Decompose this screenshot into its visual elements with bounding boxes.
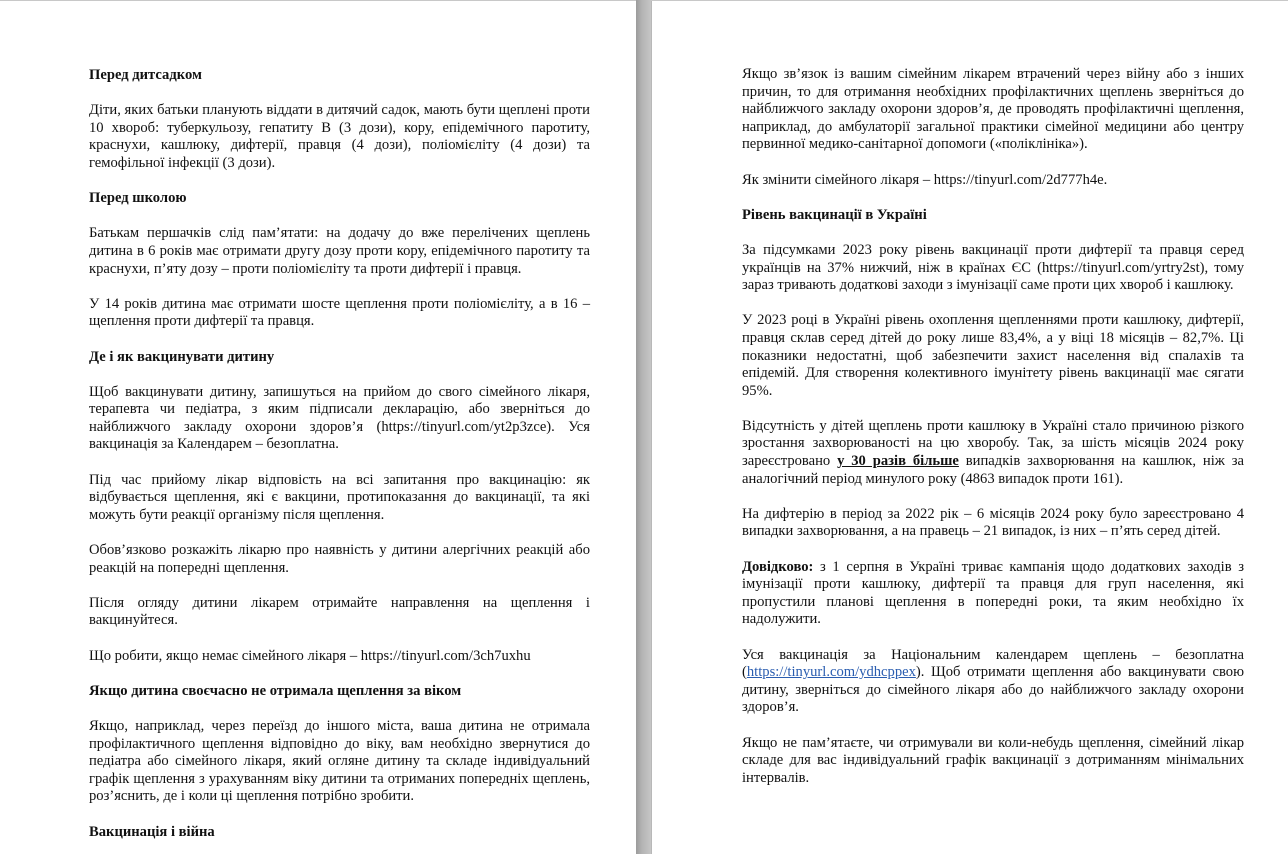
paragraph-free-vaccination [742, 647, 1244, 717]
free-text-end: ). Щоб отримати щеплення або вакцинувати свою дитину, зверніться до сімейного лікаря або до найближчого закладу охорони здоров’я. [742, 664, 1244, 716]
heading-vaccination-and-war: Вакцинація і війна [89, 823, 215, 840]
paragraph-reference [742, 559, 1244, 629]
document-page-right [651, 1, 1288, 854]
paragraph-change-doctor: Як змінити сімейного лікаря – https://tinyurl.com/2d777h4e. [742, 171, 1108, 188]
heading-before-school: Перед школою [89, 190, 187, 207]
page-gap [636, 0, 651, 854]
document-page-left [0, 1, 636, 854]
paragraph-where-2: Під час прийому лікар відповість на всі запитання про вакцинацію: як відбувається щеплення, які є вакцини, протипоказання до вакцинації, та які можуть бути реакції організму після щеплення. [89, 471, 590, 523]
paragraph-late-vaccination: Якщо, наприклад, через переїзд до іншого міста, ваша дитина не отримала профілактичного щеплення відповідно до віку, вам необхідно звернутися до педіатра або сімейного лікаря, який огляне дитину та складе індивідуальний графік щеплення з урахуванням віку дитини та отриманих попередніх щеплень, роз’яснить, де і коли ці щеплення потрібно зробити. [89, 717, 590, 805]
page-left-text-column [89, 67, 590, 854]
level-3-text-start: Відсутність у дітей щеплень проти кашлюку в Україні стало причиною різкого зростання захворюваності на цю хворобу. Так, за шість місяців 2024 року зареєстровано [742, 417, 1244, 470]
level-3-text-end: випадків захворювання на кашлюк, ніж за аналогічний період минулого року (4863 випадок проти 161). [742, 453, 1244, 487]
paragraph-level-3 [742, 418, 1244, 488]
paragraph-where-4: Після огляду дитини лікарем отримайте направлення на щеплення і вакцинуйтеся. [89, 594, 590, 629]
paragraph-where-1: Щоб вакцинувати дитину, запишуться на прийом до свого сімейного лікаря, терапевта чи педіатра, з яким підписали декларацію, або зверніться до найближчого закладу охорони здоров’я (https://tinyurl.com/yt2p3zce). Уся вакцинація за Календарем – безоплатна. [89, 383, 590, 453]
paragraph-school-2: У 14 років дитина має отримати шосте щеплення проти поліомієліту, а в 16 – щеплення проти дифтерії та правця. [89, 295, 590, 330]
paragraph-war-1: Якщо зв’язок із вашим сімейним лікарем втрачений через війну або з інших причин, то для отримання необхідних профілактичних щеплень зверніться до найближчого закладу охорони здоров’я, де проводять профілактичні щеплення, наприклад, до амбулаторії загальної практики сімейної медицини або центру первинної медико-санітарної допомоги («поліклініка»). [742, 66, 1244, 153]
paragraph-level-1: За підсумками 2023 року рівень вакцинації проти дифтерії та правця серед українців на 37% нижчий, ніж в країнах ЄС (https://tinyurl.com/yrtry2st), тому зараз тривають додаткові заходи з імунізації саме проти цих хвороб і кашлюку. [742, 241, 1244, 294]
level-3-emphasis: у 30 разів більше [837, 453, 959, 470]
free-text-start: Уся вакцинація за Національним календарем щеплень – безоплатна ( [742, 646, 1244, 681]
heading-where-to-vaccinate: Де і як вакцинувати дитину [89, 348, 275, 365]
heading-vaccination-level: Рівень вакцинації в Україні [742, 206, 927, 223]
reference-text: з 1 серпня в Україні триває кампанія щодо додаткових заходів з імунізації проти кашлюку, дифтерії та правця для груп населення, які пропустили планові щеплення в попередні роки, та яким необхідно їх надолужити. [742, 558, 1244, 628]
paragraph-no-family-doctor: Що робити, якщо немає сімейного лікаря – https://tinyurl.com/3ch7uxhu [89, 647, 531, 664]
calendar-link[interactable]: https://tinyurl.com/ydhcppex [746, 664, 916, 681]
paragraph-forget: Якщо не пам’ятаєте, чи отримували ви коли-небудь щеплення, сімейний лікар складе для вас індивідуальний графік вакцинації з дотриманням мінімальних інтервалів. [742, 734, 1244, 786]
heading-late-vaccination: Якщо дитина своєчасно не отримала щеплення за віком [89, 682, 462, 699]
reference-label: Довідково: [742, 558, 814, 575]
paragraph-where-3: Обов’язково розкажіть лікарю про наявність у дитини алергічних реакцій або реакцій на попередні щеплення. [89, 542, 590, 576]
heading-before-kindergarten: Перед дитсадком [89, 67, 202, 83]
page-right-text-column [742, 66, 1244, 805]
paragraph-school-1: Батькам першачків слід пам’ятати: на додачу до вже перелічених щеплень дитина в 6 років має отримати другу дозу проти кору, епідемічного паротиту та краснухи, п’яту дозу – проти поліомієліту та проти дифтерії і правця. [89, 225, 590, 277]
paragraph-level-2: У 2023 році в Україні рівень охоплення щепленнями проти кашлюку, дифтерії, правця склав серед дітей до року лише 83,4%, а у віці 18 місяців – 82,7%. Ці показники недостатні, щоб забезпечити захист населення від спалахів та епідемій. Для створення колективного імунітету рівень вакцинації має сягати 95%. [742, 312, 1244, 399]
paragraph-level-4: На дифтерію в період за 2022 рік – 6 місяців 2024 року було зареєстровано 4 випадки захворювання, а на правець – 21 випадок, із них – п’ять серед дітей. [742, 505, 1244, 540]
paragraph-kindergarten: Діти, яких батьки планують віддати в дитячий садок, мають бути щеплені проти 10 хвороб: туберкульозу, гепатиту В (3 дози), кору, епідемічного паротиту, краснухи, кашлюку, дифтерії, правця (4 дози), поліомієліту (4 дози) та гемофільної інфекції (3 дози). [89, 102, 590, 171]
